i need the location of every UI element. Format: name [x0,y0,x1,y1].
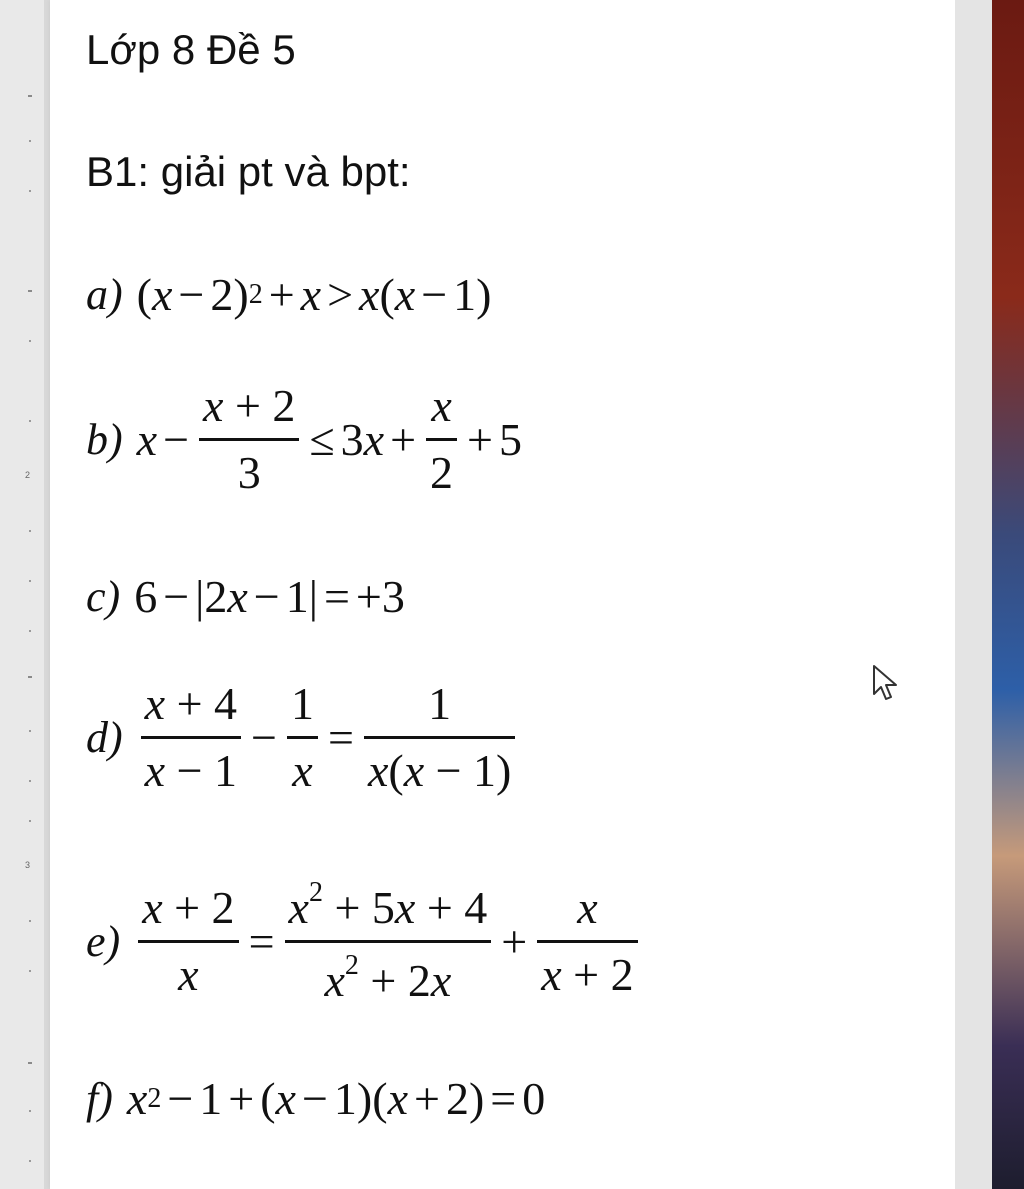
problem-e-expression: $\frac{x + 2}{x}$ = $\frac{x^2 + 5x + 4}{x^2 + 2x}$ + $\frac{x}{x + 2}$ [134,878,641,1006]
fraction: $\frac{x + 2}{3}$ [199,382,299,498]
ruler-number: 3 [25,860,31,870]
fraction: $\frac{1}{x(x - 1)}$ [364,680,515,796]
ruler-tick [28,290,32,292]
webcam-video-strip [992,0,1024,1189]
problem-e [86,878,642,1006]
ruler-dot [29,920,31,922]
ruler-dot [29,820,31,822]
problem-label: d) [86,713,123,763]
ruler-dot [29,630,31,632]
fraction: $\frac{x + 4}{x - 1}$ [141,680,241,796]
ruler-dot [29,580,31,582]
problem-label: a) [86,270,123,319]
ruler-tick [28,95,32,97]
problem-label: f) [86,1074,113,1123]
problem-a-expression: ( x − 2) 2 + x > x ( x − 1) [136,269,492,320]
ruler-tick [28,676,32,678]
problem-f [86,1072,545,1125]
ruler-dot [29,730,31,732]
ruler-dot [29,1110,31,1112]
problem-label: c) [86,572,121,621]
document-title: Lớp 8 Đề 5 [86,26,296,73]
problem-c [86,570,405,623]
problem-label: b) [86,415,123,465]
problem-d-expression: $\frac{x + 4}{x - 1}$ − $\frac{1}{x}$ = $\frac{1}{x(x - 1)}$ [137,680,520,796]
fraction: $\frac{x}{x + 2}$ [537,884,637,1000]
problem-b-expression: x − $\frac{x + 2}{3}$ ≤ 3 x + $\frac{x}{2}$ + 5 [136,380,522,499]
ruler-tick [28,1062,32,1064]
fraction: $\frac{1}{x}$ [287,680,318,796]
ruler-number: 2 [25,470,31,480]
ruler-dot [29,190,31,192]
problem-b [86,382,522,498]
section-heading: B1: giải pt và bpt: [86,148,411,195]
ruler-dot [29,420,31,422]
ruler-dot [29,340,31,342]
fraction: $\frac{x + 2}{x}$ [138,884,238,1000]
problem-label: e) [86,917,121,967]
page-margin-right [955,0,992,1189]
problem-a [86,268,491,321]
ruler-dot [29,1160,31,1162]
fraction: $\frac{x^2 + 5x + 4}{x^2 + 2x}$ [285,878,492,1006]
vertical-ruler [0,0,44,1189]
ruler-dot [29,970,31,972]
fraction: $\frac{x}{2}$ [426,382,457,498]
problem-f-expression: x 2 − 1 + ( x − 1)( x + 2) = 0 [126,1073,546,1124]
ruler-dot [29,140,31,142]
mouse-pointer-icon [872,664,900,704]
problem-c-expression: 6 − |2 x − 1| = +3 [134,571,405,622]
problem-d [86,680,519,796]
ruler-dot [29,530,31,532]
ruler-dot [29,780,31,782]
